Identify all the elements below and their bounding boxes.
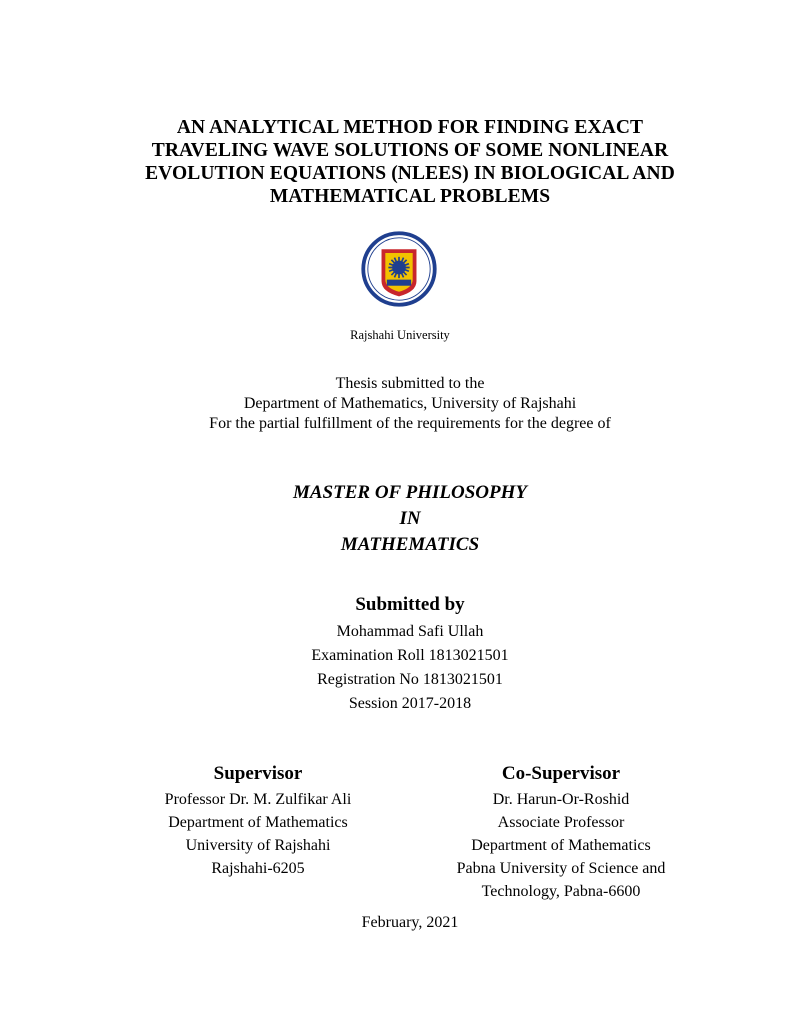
co-supervisor-line: Technology, Pabna-6600 [481,883,641,900]
title-line: TRAVELING WAVE SOLUTIONS OF SOME NONLINEAR [151,140,669,161]
submitter-details [100,620,720,716]
supervisor-line: Department of Mathematics [168,814,348,831]
degree-line: MATHEMATICS [340,534,480,555]
submission-date: February, 2021 [361,914,459,931]
submitted-by-heading: Submitted by [355,594,465,615]
registration-number: Registration No 1813021501 [317,671,503,688]
supervisor-line: Rajshahi-6205 [211,860,305,877]
title-line: EVOLUTION EQUATIONS (NLEES) IN BIOLOGICAL AND [145,163,675,184]
co-supervisor-line: Department of Mathematics [471,837,651,854]
logo-caption: Rajshahi University [350,328,450,342]
session: Session 2017-2018 [348,695,472,712]
co-supervisor-heading: Co-Supervisor [501,763,621,784]
supervisor-block [128,762,388,880]
co-supervisor-line: Associate Professor [497,814,625,831]
degree-line: IN [399,508,421,529]
degree-name [100,480,720,558]
title-line: AN ANALYTICAL METHOD FOR FINDING EXACT [176,117,644,138]
rajshahi-university-seal-icon [361,231,437,307]
co-supervisor-block [430,762,692,903]
co-supervisor-line: Pabna University of Science and [456,860,666,877]
supervisor-heading: Supervisor [213,763,303,784]
co-supervisor-line: Dr. Harun-Or-Roshid [492,791,630,808]
examination-roll: Examination Roll 1813021501 [311,647,509,664]
submitter-name: Mohammad Safi Ullah [336,623,484,640]
submission-statement [100,374,720,434]
title-line: MATHEMATICAL PROBLEMS [269,186,551,207]
thesis-title [100,116,720,208]
submission-line: Department of Mathematics, University of Rajshahi [243,395,577,412]
supervisor-line: Professor Dr. M. Zulfikar Ali [164,791,352,808]
submission-line: For the partial fulfillment of the requirements for the degree of [209,415,611,432]
supervisor-line: University of Rajshahi [185,837,331,854]
submission-line: Thesis submitted to the [335,375,485,392]
degree-line: MASTER OF PHILOSOPHY [292,482,528,503]
